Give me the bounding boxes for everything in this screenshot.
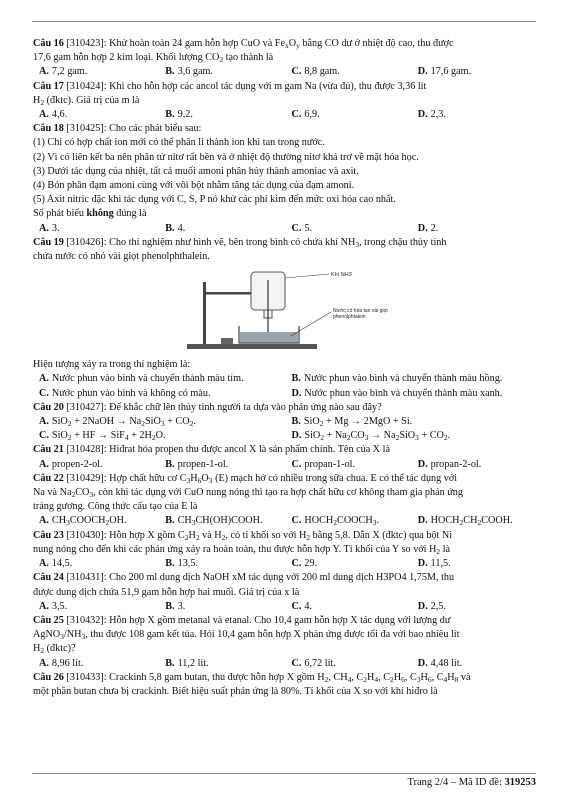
question-text: (1) Chỉ có hợp chất ion mới có thể phân li thành ion khi tan trong nước.	[33, 137, 325, 149]
options-row	[33, 429, 538, 443]
options-row	[33, 557, 538, 571]
options-row	[33, 600, 538, 614]
option-label: C.	[39, 430, 49, 442]
answer-option	[33, 222, 159, 236]
options-row	[33, 657, 538, 671]
answer-option	[33, 108, 159, 122]
question-block	[33, 122, 538, 236]
option-text: Nước phun vào bình và chuyển thành màu xanh.	[304, 387, 503, 399]
answer-option	[412, 514, 538, 528]
answer-option	[159, 514, 285, 528]
question-text: $AgNO_3/NH_3$, thu được 108 gam kết tủa. Hỏi 10,4 gam hỗn hợp X phản ứng được tối đa với bao nhiêu lít	[33, 629, 460, 642]
option-text: 7,2 gam.	[51, 66, 88, 78]
question-text: [310423]: Khử hoàn toàn 24 gam hỗn hợp CuO và $Fe_xO_y$ bằng CO dư ở nhiệt độ cao, thu được	[66, 38, 454, 50]
option-label: B.	[291, 416, 301, 428]
answer-option	[286, 65, 412, 79]
question-number: Câu 23	[33, 529, 64, 541]
option-text: 4,6.	[51, 109, 68, 121]
option-text: 3.	[51, 222, 60, 234]
answer-option	[159, 458, 285, 472]
option-text: 29.	[304, 558, 318, 570]
option-label: D.	[417, 515, 428, 527]
footer-exam-code: 319253	[504, 777, 536, 788]
answer-option	[286, 429, 539, 443]
options-row	[33, 372, 538, 386]
option-label: B.	[165, 515, 175, 527]
option-text: 2,5.	[430, 600, 446, 612]
option-text: 17,6 gam.	[430, 66, 472, 78]
answer-option	[412, 657, 538, 671]
options-row	[33, 458, 538, 472]
option-label: C.	[291, 600, 302, 612]
question-number: Câu 24	[33, 572, 64, 584]
option-label: A.	[39, 109, 49, 121]
option-text: 4,48 lít.	[430, 657, 463, 669]
question-text: được dung dịch chứa 51,9 gam hỗn hợp hai muối. Giá trị của x là	[33, 586, 300, 598]
option-label: C.	[291, 558, 302, 570]
option-text: Nước phun vào bình và chuyển thành màu tím.	[51, 373, 244, 385]
option-label: B.	[291, 373, 301, 385]
answer-option	[412, 65, 538, 79]
option-text: 14,5.	[51, 558, 73, 570]
option-label: B.	[165, 222, 175, 234]
option-text: 8,8 gam.	[304, 66, 340, 78]
question-number: Câu 18	[33, 123, 64, 135]
option-text: 11,2 lít.	[177, 657, 209, 669]
option-label: C.	[291, 657, 302, 669]
question-stem-line	[33, 628, 538, 642]
question-stem-line	[33, 94, 538, 108]
question-stem-line	[33, 179, 538, 193]
ammonia-fountain-diagram	[181, 266, 411, 354]
option-label: B.	[165, 66, 175, 78]
question-stem	[33, 571, 538, 585]
option-text: 11,5.	[430, 558, 451, 570]
option-label: D.	[417, 600, 428, 612]
options-row	[33, 387, 538, 401]
top-rule	[32, 21, 536, 22]
question-stem-line	[33, 685, 538, 699]
question-text: (3) Dưới tác dụng của nhiệt, tất cả muối amoni phân hủy thành amoniac và axit.	[33, 165, 359, 177]
question-stem-line	[33, 500, 538, 514]
options-row	[33, 222, 538, 236]
answer-option	[159, 65, 285, 79]
option-text: 13,5.	[177, 558, 198, 570]
question-text: [310424]: Khi cho hỗn hợp các ancol tác dụng với m gam Na (vừa đủ), thu được 3,36 lít	[66, 80, 427, 92]
question-text: một phần butan chưa bị crackinh. Biết hiệu suất phản ứng là 80%. Tỉ khối của X so với khí hiđro là	[33, 685, 438, 697]
question-text: Na và $Na_2CO_3$, còn khi tác dụng với CuO nung nóng thì tạo ra hợp chất hữu cơ không tham gia phản ứng	[33, 487, 463, 500]
question-stem-line	[33, 165, 538, 179]
question-text: (2) Vì có liên kết ba nên phân tử nitơ rất bền và ở nhiệt độ thường nitơ khá trơ về mặt hóa học.	[33, 151, 419, 163]
option-label: B.	[165, 109, 175, 121]
question-stem-line	[33, 193, 538, 207]
question-stem	[33, 671, 538, 685]
option-text: SiO$_2$ + Mg → 2MgO + Si.	[303, 416, 413, 429]
question-block	[33, 614, 538, 671]
answer-option	[33, 429, 286, 443]
question-text: [310429]: Hợp chất hữu cơ $C_3H_6O_3$ (E) mạch hở có nhiều trong sữa chua. E có thể tác dụng với	[66, 472, 458, 485]
question-text: [310433]: Crackinh 5,8 gam butan, thu được hỗn hợp X gồm $H_2$, $CH_4$, $C_2H_4$, $C_2H_6$, $C_3H_6$, $C_4H_8$ và	[66, 671, 471, 684]
question-text: nung nóng cho đến khi các phản ứng xảy ra hoàn toàn, thu được hỗn hợp Y. Tỉ khối của Y so với $H_2$ là	[33, 543, 451, 556]
question-stem-line	[33, 51, 538, 65]
burner-block	[221, 338, 233, 344]
answer-option	[286, 222, 412, 236]
option-label: D.	[291, 387, 302, 399]
question-text: $H_2$ (đktc). Giá trị của m là	[33, 94, 140, 107]
question-number: Câu 22	[33, 472, 64, 484]
option-label: A.	[39, 657, 49, 669]
answer-option	[159, 657, 285, 671]
answer-option	[159, 557, 285, 571]
options-row	[33, 514, 538, 528]
option-text: $CH_3CH(OH)COOH$.	[177, 515, 263, 528]
question-text: [310430]: Hỗn hợp X gồm $C_2H_2$ và $H_2$, có tỉ khối so với $H_2$ bằng 5,8. Dẫn X (đktc) qua bột Ni	[66, 529, 453, 542]
option-text: 3.	[177, 600, 186, 612]
label-water-line1: Nước có hòa tan vài giọt	[333, 308, 388, 315]
question-text: [310427]: Để khắc chữ lên thủy tinh người ta dựa vào phản ứng nào sau đây?	[66, 401, 382, 413]
answer-option	[412, 557, 538, 571]
answer-option	[33, 458, 159, 472]
option-text: 6,72 lít.	[304, 657, 336, 669]
question-stem-line	[33, 586, 538, 600]
option-text: 8,96 lít.	[51, 657, 84, 669]
answer-option	[286, 514, 412, 528]
option-text: propan-2-ol.	[430, 458, 482, 470]
answer-option	[33, 387, 286, 401]
option-label: D.	[417, 458, 428, 470]
answer-option	[286, 557, 412, 571]
answer-option	[33, 372, 286, 386]
label-leader-gas	[285, 274, 329, 278]
option-text: propen-1-ol.	[177, 458, 229, 470]
question-text: [310432]: Hỗn hợp X gồm metanal và etanal. Cho 10,4 gam hỗn hợp X tác dụng với lượng dư	[66, 614, 451, 626]
option-label: B.	[165, 558, 175, 570]
option-text: 4.	[177, 222, 186, 234]
option-text: $HOCH_2CH_2COOH$.	[430, 515, 513, 528]
answer-option	[412, 600, 538, 614]
answer-option	[33, 65, 159, 79]
question-stem-line	[33, 486, 538, 500]
question-text: [310428]: Hiđrat hóa propen thu được ancol X là sản phẩm chính. Tên của X là	[66, 444, 391, 456]
question-text: tráng gương. Công thức cấu tạo của E là	[33, 501, 198, 513]
option-text: $SiO_2 + Na_2CO_3 \to Na_2SiO_3 + CO_2$.	[304, 430, 451, 443]
option-text: 4.	[304, 600, 313, 612]
option-label: A.	[39, 515, 49, 527]
option-text: $CH_3COOCH_2OH$.	[51, 515, 127, 528]
question-block	[33, 80, 538, 123]
question-stem	[33, 472, 538, 486]
question-stem	[33, 122, 538, 136]
answer-option	[286, 600, 412, 614]
option-label: A.	[39, 373, 49, 385]
option-label: D.	[417, 109, 428, 121]
question-number: Câu 26	[33, 671, 64, 683]
option-label: D.	[291, 430, 302, 442]
stand-rod	[203, 282, 206, 344]
option-text: $HOCH_2COOCH_3$.	[304, 515, 379, 528]
question-text: (5) Axit nitric đặc khi tác dụng với C, S, P nó khử các phi kim đến mức oxi hóa cao nhất.	[33, 194, 396, 206]
option-label: B.	[165, 657, 175, 669]
question-number: Câu 25	[33, 614, 64, 626]
option-label: A.	[39, 66, 49, 78]
footer-prefix: Trang 2/4 – Mã ID đề:	[407, 777, 505, 788]
answer-option	[286, 458, 412, 472]
option-label: A.	[39, 416, 49, 428]
question-stem-line	[33, 136, 538, 150]
option-label: C.	[291, 515, 302, 527]
option-label: A.	[39, 558, 49, 570]
answer-option	[286, 415, 539, 429]
question-text: chứa nước có nhỏ vài giọt phenolphthalein.	[33, 251, 210, 263]
question-stem	[33, 37, 538, 51]
option-label: C.	[291, 458, 302, 470]
answer-option	[33, 557, 159, 571]
question-prompt: Hiện tượng xảy ra trong thí nghiệm là:	[33, 359, 191, 371]
question-stem-line	[33, 642, 538, 656]
question-block	[33, 37, 538, 80]
option-label: C.	[39, 387, 49, 399]
question-stem	[33, 443, 538, 457]
stand-base	[187, 344, 317, 349]
option-label: A.	[39, 600, 49, 612]
option-text: propen-2-ol.	[51, 458, 103, 470]
option-text: SiO$_2$ + 2NaOH → $Na_2SiO_3 + CO_2$.	[51, 416, 196, 429]
bottom-rule	[32, 773, 536, 774]
question-number: Câu 21	[33, 444, 64, 456]
answer-option	[33, 514, 159, 528]
question-text: [310425]: Cho các phát biểu sau:	[66, 123, 202, 135]
question-block	[33, 443, 538, 471]
label-leader-water	[291, 312, 331, 336]
question-stem-line	[33, 250, 538, 264]
answer-option	[286, 387, 539, 401]
option-text: SiO$_2$ + HF → $SiF_4 + 2H_2O$.	[51, 430, 166, 443]
option-text: 9,2.	[177, 109, 193, 121]
answer-option	[159, 222, 285, 236]
option-text: 5.	[304, 222, 313, 234]
label-gas: Khí NH3	[331, 272, 352, 279]
question-block	[33, 472, 538, 529]
experiment-figure	[33, 266, 538, 356]
option-text: 3,5.	[51, 600, 68, 612]
option-text: Nước phun vào bình và chuyển thành màu hồng.	[303, 373, 503, 385]
question-stem	[33, 614, 538, 628]
options-row	[33, 65, 538, 79]
option-label: A.	[39, 458, 49, 470]
option-label: D.	[417, 66, 428, 78]
option-label: C.	[291, 222, 302, 234]
answer-option	[33, 657, 159, 671]
question-stem	[33, 80, 538, 94]
question-text: 17,6 gam hỗn hợp 2 kim loại. Khối lượng $CO_2$ tạo thành là	[33, 52, 274, 65]
option-label: C.	[291, 109, 302, 121]
answer-option	[412, 458, 538, 472]
answer-option	[412, 108, 538, 122]
question-stem	[33, 529, 538, 543]
questions-area	[33, 37, 538, 699]
question-text: [310426]: Cho thí nghiệm như hình vẽ, bên trong bình có chứa khí $NH_3$, trong chậu thủy tinh	[66, 236, 447, 249]
answer-option	[33, 415, 286, 429]
answer-option	[412, 222, 538, 236]
answer-option	[286, 657, 412, 671]
options-row	[33, 108, 538, 122]
question-block	[33, 671, 538, 699]
option-label: D.	[417, 558, 428, 570]
option-text: propan-1-ol.	[304, 458, 356, 470]
question-text: Số phát biểu không đúng là	[33, 208, 147, 220]
label-water	[333, 308, 388, 320]
question-text: [310431]: Cho 200 ml dung dịch NaOH xM tác dụng với 200 ml dung dịch H3PO4 1,75M, thu	[66, 572, 455, 584]
answer-option	[286, 108, 412, 122]
option-text: 3,6 gam.	[177, 66, 213, 78]
question-number: Câu 16	[33, 38, 64, 49]
option-label: B.	[165, 600, 175, 612]
question-number: Câu 19	[33, 236, 64, 248]
option-text: Nước phun vào bình và không có màu.	[51, 387, 211, 399]
answer-option	[286, 372, 539, 386]
question-stem	[33, 401, 538, 415]
option-text: 2,3.	[430, 109, 446, 121]
options-row	[33, 415, 538, 429]
answer-option	[33, 600, 159, 614]
question-block	[33, 571, 538, 614]
option-text: 6,9.	[304, 109, 320, 121]
answer-option	[159, 108, 285, 122]
label-water-line2: phenolphtalein	[333, 314, 366, 321]
option-text: 2.	[430, 222, 439, 234]
option-label: A.	[39, 222, 49, 234]
question-text: (4) Bón phân đạm amoni cùng với vôi bột nhằm tăng tác dụng của đạm amoni.	[33, 180, 355, 192]
question-text: $H_2$ (đktc)?	[33, 643, 76, 656]
question-block	[33, 236, 538, 401]
question-block	[33, 529, 538, 572]
option-label: C.	[291, 66, 302, 78]
option-label: D.	[417, 222, 428, 234]
question-number: Câu 20	[33, 401, 64, 413]
question-stem-line	[33, 151, 538, 165]
option-label: B.	[165, 458, 175, 470]
question-stem-line	[33, 543, 538, 557]
page-footer	[407, 777, 536, 788]
option-label: D.	[417, 657, 428, 669]
question-number: Câu 17	[33, 80, 64, 92]
trough-water	[240, 332, 298, 343]
question-stem	[33, 236, 538, 250]
question-stem-line	[33, 207, 538, 221]
answer-option	[159, 600, 285, 614]
question-block	[33, 401, 538, 444]
